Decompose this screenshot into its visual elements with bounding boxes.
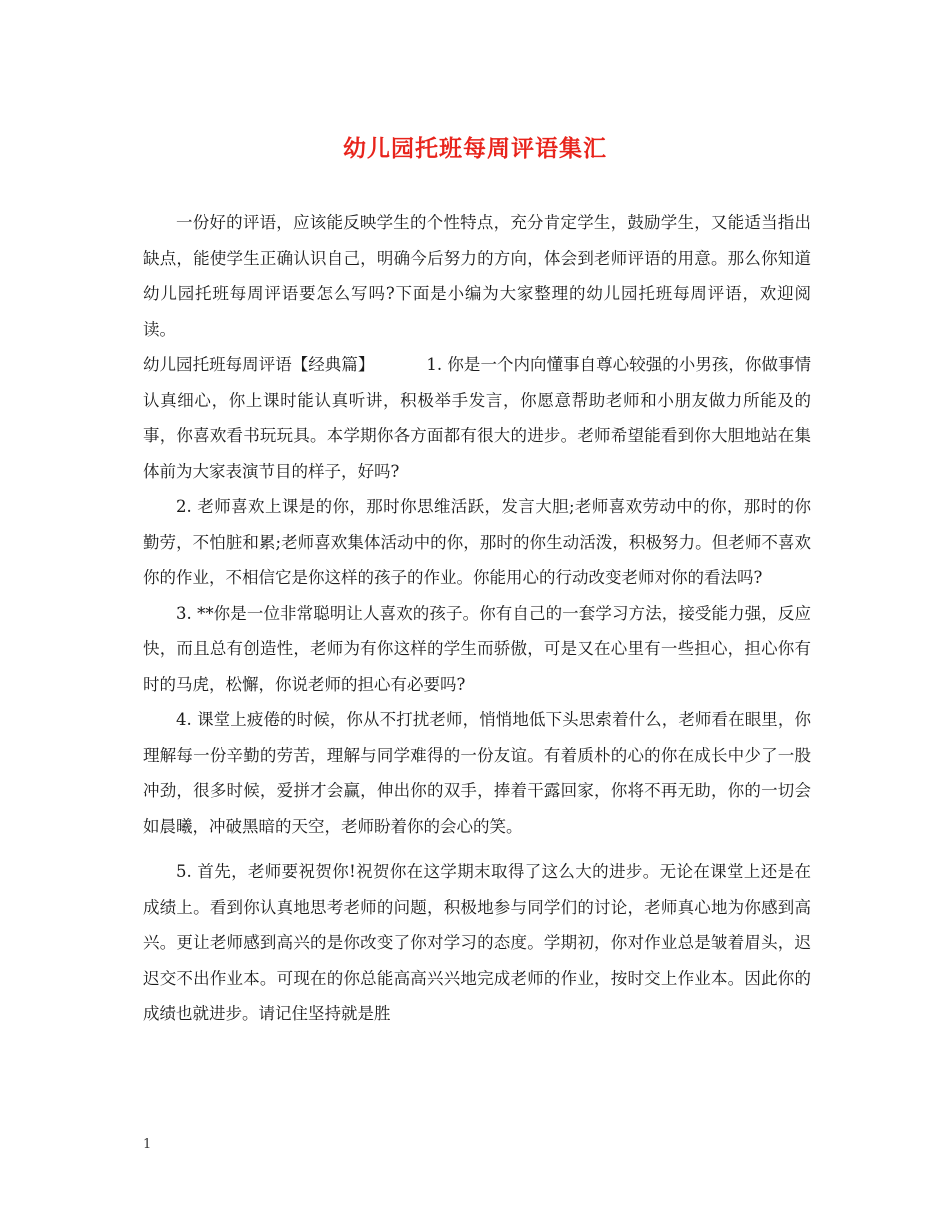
document-title: 幼儿园托班每周评语集汇: [343, 135, 607, 162]
page-number: 1: [143, 1137, 152, 1152]
list-item: 1. 你是一个内向懂事自尊心较强的小男孩，你做事情认真细心，你上课时能认真听讲，积极举手发言，你愿意帮助老师和小朋友做力所能及的事，你喜欢看书玩玩具。本学期你各方面都有很大的进步。老师希望能看到你大胆地站在集体前为大家表演节目的样子，好吗?: [143, 355, 811, 481]
intro-paragraph: 一份好的评语，应该能反映学生的个性特点，充分肯定学生，鼓励学生，又能适当指出缺点，能使学生正确认识自己，明确今后努力的方向，体会到老师评语的用意。那么你知道幼儿园托班每周评语要怎么写吗?下面是小编为大家整理的幼儿园托班每周评语，欢迎阅读。: [143, 213, 811, 339]
list-item: 2. 老师喜欢上课是的你，那时你思维活跃，发言大胆;老师喜欢劳动中的你，那时的你勤劳，不怕脏和累;老师喜欢集体活动中的你，那时的你生动活泼，积极努力。但老师不喜欢你的作业，不相信它是你这样的孩子的作业。你能用心的行动改变老师对你的看法吗?: [143, 497, 811, 587]
list-item: 5. 首先，老师要祝贺你!祝贺你在这学期末取得了这么大的进步。无论在课堂上还是在成绩上。看到你认真地思考老师的问题，积极地参与同学们的讨论，老师真心地为你感到高兴。更让老师感到高兴的是你改变了你对学习的态度。学期初，你对作业总是皱着眉头，迟迟交不出作业本。可现在的你总能高高兴兴地完成老师的作业，按时交上作业本。因此你的成绩也就进步。请记住坚持就是胜: [143, 862, 811, 1023]
list-item: 4. 课堂上疲倦的时候，你从不打扰老师，悄悄地低下头思索着什么，老师看在眼里，你理解每一份辛勤的劳苦，理解与同学难得的一份友谊。有着质朴的心的你在成长中少了一股冲劲，很多时候，爱拼才会赢，伸出你的双手，捧着干露回家，你将不再无助，你的一切会如晨曦，冲破黑暗的天空，老师盼着你的会心的笑。: [143, 710, 811, 836]
list-item: 3. **你是一位非常聪明让人喜欢的孩子。你有自己的一套学习方法，接受能力强，反应快，而且总有创造性，老师为有你这样的学生而骄傲，可是又在心里有一些担心，担心你有时的马虎，松懈，你说老师的担心有必要吗?: [143, 603, 811, 694]
section-heading: 幼儿园托班每周评语【经典篇】: [143, 355, 375, 374]
document-body: [143, 205, 811, 1032]
section-first-paragraph: [143, 347, 811, 489]
